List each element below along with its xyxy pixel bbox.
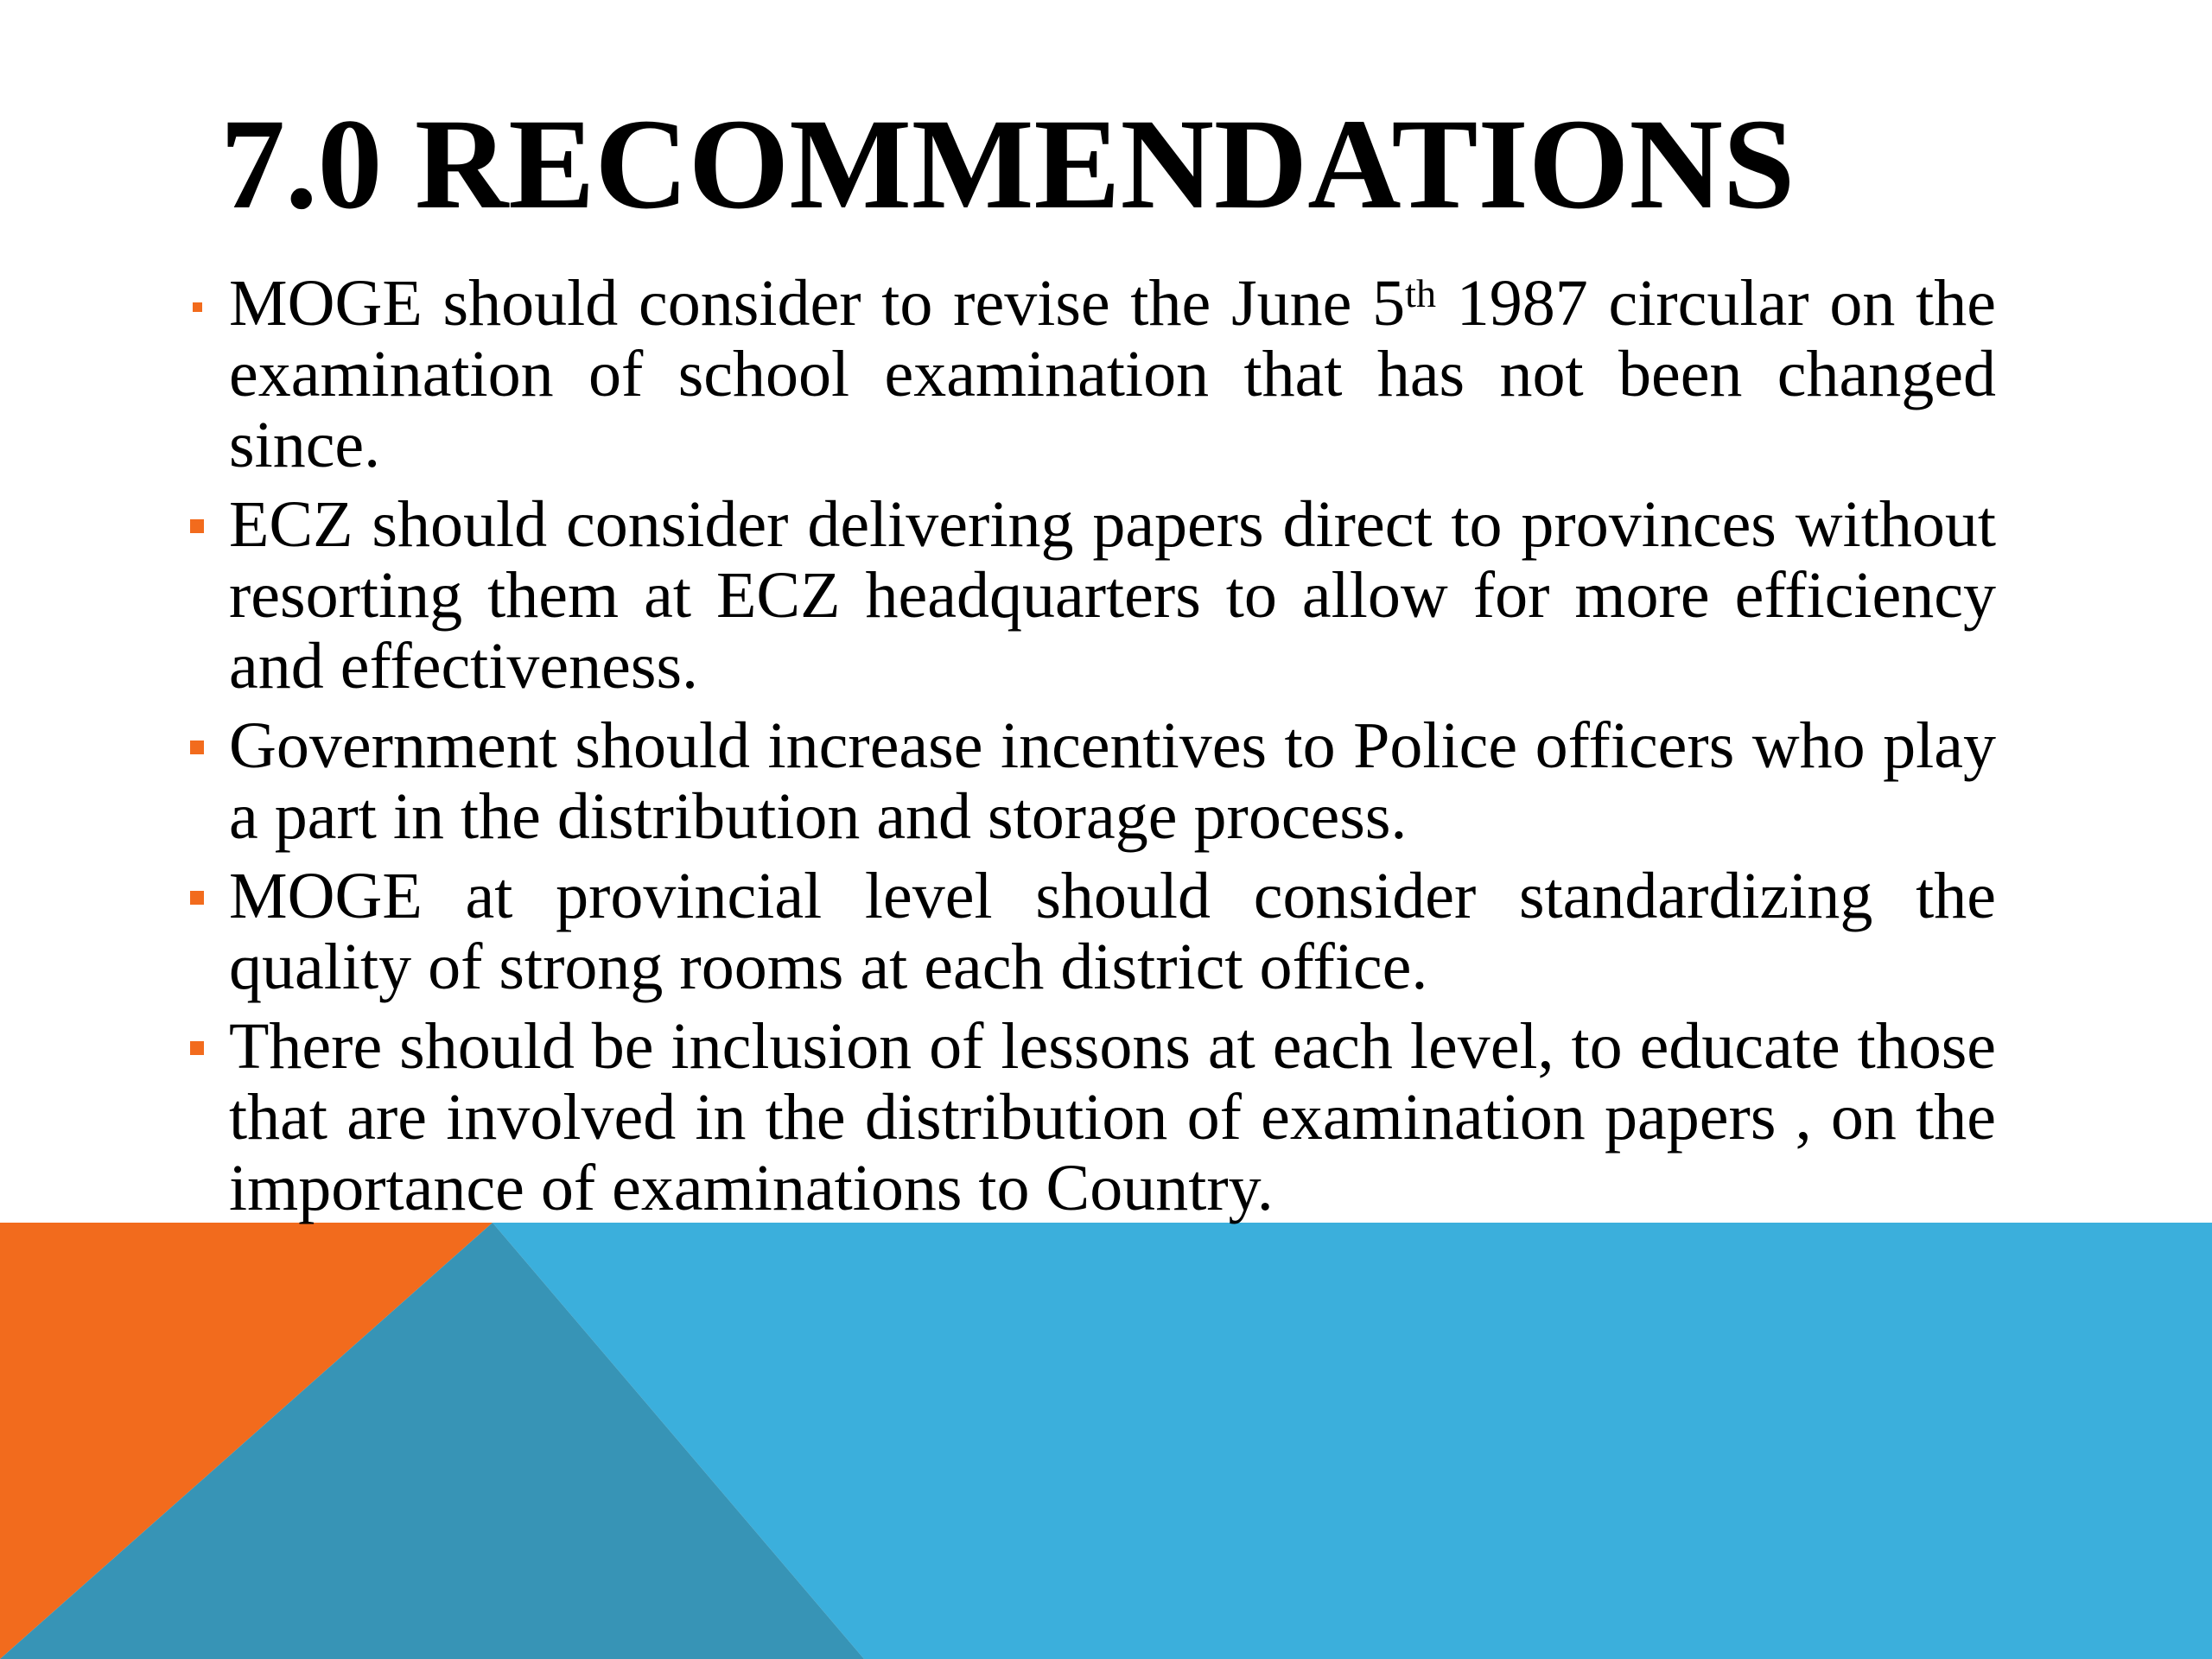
bullet-square-icon (190, 519, 204, 533)
list-item (229, 861, 1996, 1002)
list-item (229, 1011, 1996, 1224)
bullet-square-icon (190, 1041, 204, 1055)
bullet-text: MOGE should consider to revise the June 5 (229, 267, 1406, 340)
bullet-text: Government should increase incentives to Police officers who play a part in the distribution and storage process. (229, 709, 1996, 853)
bullet-text: ECZ should consider delivering papers direct to provinces without resorting them at ECZ headquarters to allow for more efficiency and effectiveness. (229, 488, 1996, 702)
bullet-square-icon (193, 302, 202, 312)
list-item (229, 710, 1996, 852)
slide-title: 7.0 RECOMMENDATIONS (220, 92, 1796, 236)
bullet-square-icon (190, 741, 204, 754)
bullet-text: MOGE at provincial level should consider standardizing the quality of strong rooms at each district office. (229, 860, 1996, 1003)
recommendations-list (229, 268, 1996, 1224)
bullet-text: There should be inclusion of lessons at each level, to educate those that are involved in the distribution of examination papers , on the importance of examinations to Country. (229, 1010, 1996, 1224)
list-item (229, 489, 1996, 702)
bullet-superscript: th (1405, 271, 1436, 315)
bullet-text-continued: 1987 circular on the examination of school examination that has not been changed since. (229, 267, 1996, 481)
bullet-square-icon (190, 891, 204, 905)
slide-content (229, 268, 1996, 1232)
list-item (229, 268, 1996, 480)
